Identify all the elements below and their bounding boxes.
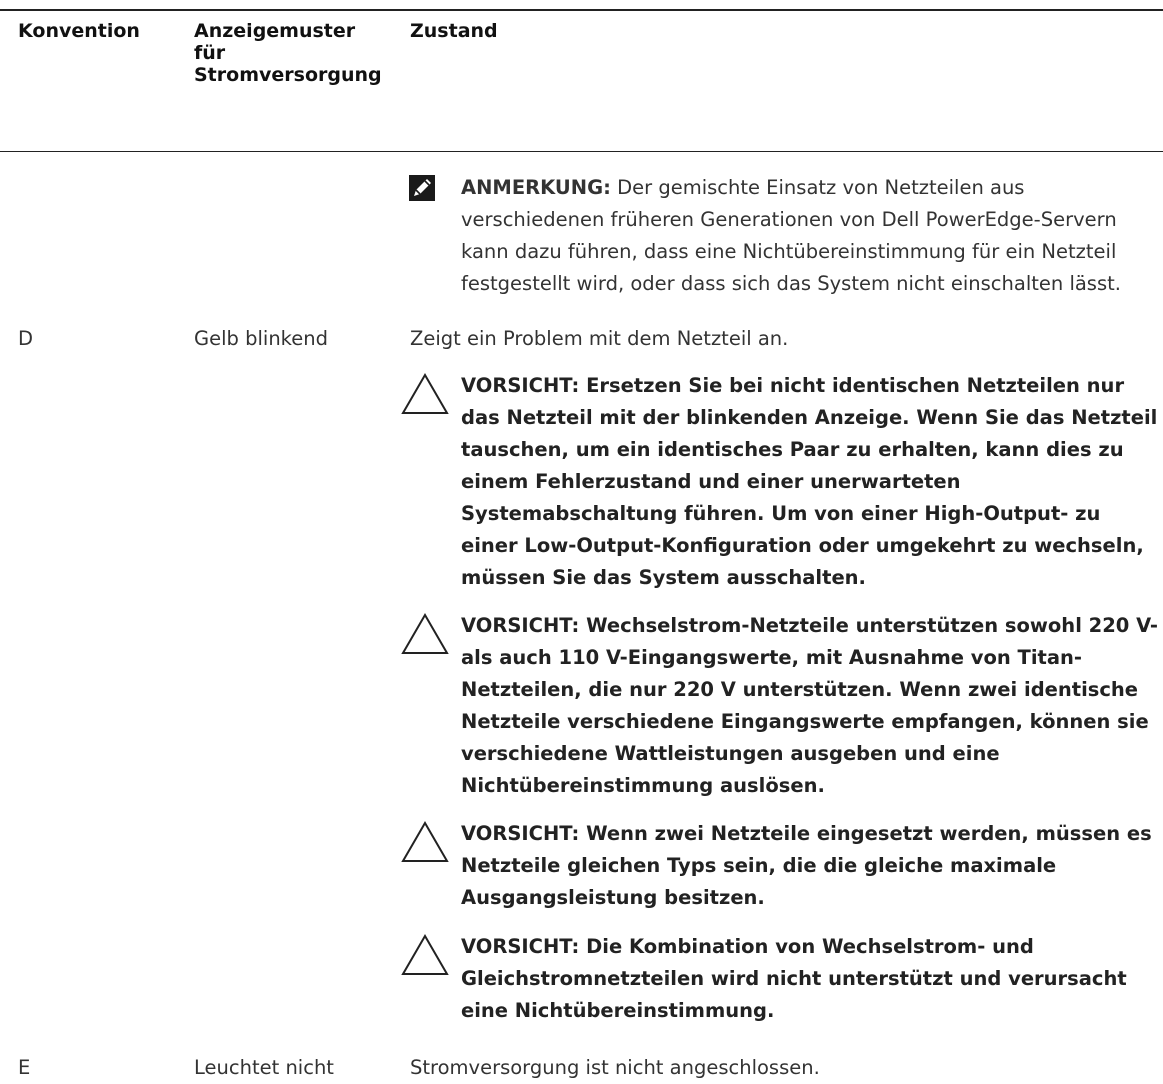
caution-triangle-icon <box>401 373 449 415</box>
row-d-convention: D <box>18 327 34 350</box>
caution-triangle-icon <box>401 934 449 976</box>
row-e-state: Stromversorgung ist nicht angeschlossen. <box>410 1056 820 1079</box>
header-anzeigemuster: Anzeigemuster für Stromversorgung <box>194 20 382 86</box>
caution-text: VORSICHT: Ersetzen Sie bei nicht identischen Netzteilen nur das Netzteil mit der blinkenden Anzeige. Wenn Sie das Netzteil tauschen, um ein identisches Paar zu erhalten, kann dies zu einem Fehlerzustand und einer unerwarteten Systemabschaltung führen. Um von einer High-Output- zu einer Low-Output-Konfiguration oder umgekehrt zu wechseln, müssen Sie das System ausschalten. <box>461 374 1158 589</box>
table-header-rule <box>0 151 1163 152</box>
header-zustand: Zustand <box>410 20 498 42</box>
caution-text: VORSICHT: Die Kombination von Wechselstrom- und Gleichstromnetzteilen wird nicht unterstützt und verursacht eine Nichtübereinstimmung. <box>461 935 1127 1022</box>
caution-text: VORSICHT: Wechselstrom-Netzteile unterstützen sowohl 220 V- als auch 110 V-Eingangswerte, mit Ausnahme von Titan-Netzteilen, die nur 220 V unterstützen. Wenn zwei identische Netzteile verschiedene Eingangswerte empfangen, können sie verschiedene Wattleistungen ausgeben und eine Nichtübereinstimmung auslösen. <box>461 614 1158 797</box>
caution-triangle-icon <box>401 821 449 863</box>
note-lead: ANMERKUNG: <box>461 176 611 199</box>
caution-text: VORSICHT: Wenn zwei Netzteile eingesetzt werden, müssen es Netzteile gleichen Typs sein, die die gleiche maximale Ausgangsleistung besitzen. <box>461 822 1152 909</box>
header-konvention: Konvention <box>18 20 140 42</box>
row-e-convention: E <box>18 1056 31 1079</box>
row-e-pattern: Leuchtet nicht <box>194 1056 334 1079</box>
note-body: Der gemischte Einsatz von Netzteilen aus verschiedenen früheren Generationen von Dell PowerEdge-Servern kann dazu führen, dass eine Nichtübereinstimmung für ein Netzteil festgestellt wird, oder dass sich das System nicht einschalten lässt. <box>461 176 1121 295</box>
row-d-pattern: Gelb blinkend <box>194 327 329 350</box>
row-d-state: Zeigt ein Problem mit dem Netzteil an. <box>410 327 789 350</box>
table-top-rule <box>0 9 1163 11</box>
note-text <box>461 172 1163 300</box>
pencil-note-icon <box>409 175 435 201</box>
caution-triangle-icon <box>401 613 449 655</box>
